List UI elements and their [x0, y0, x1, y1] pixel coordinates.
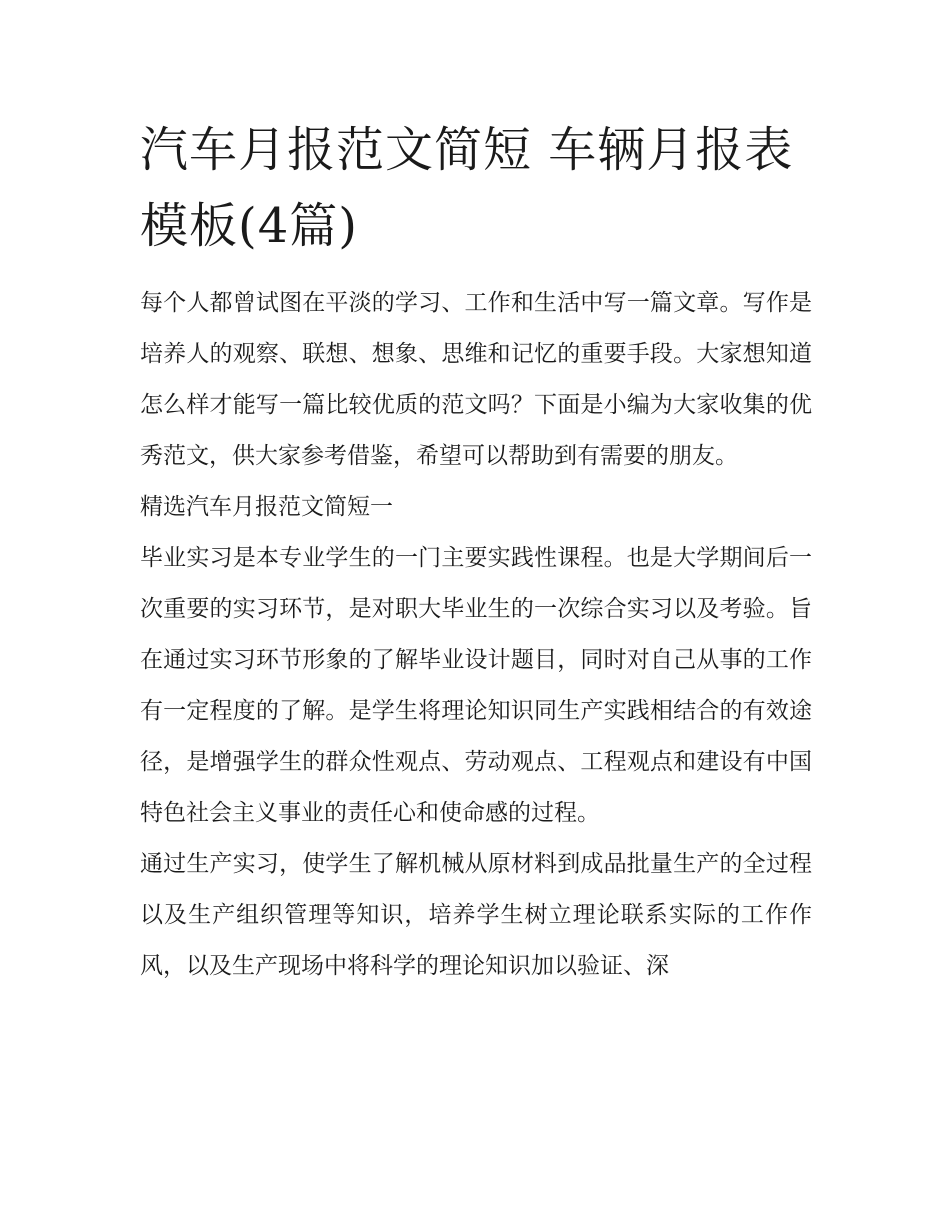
document-title: 汽车月报范文简短 车辆月报表模板(4篇) [140, 122, 794, 254]
section-heading: 精选汽车月报范文简短一 [140, 494, 393, 520]
intro-paragraph: 每个人都曾试图在平淡的学习、工作和生活中写一篇文章。写作是培养人的观察、联想、想象、思维和记忆的重要手段。大家想知道怎么样才能写一篇比较优质的范文吗？下面是小编为大家收集的优秀范文，供大家参考借鉴，希望可以帮助到有需要的朋友。 [140, 290, 812, 469]
body-paragraph: 通过生产实习，使学生了解机械从原材料到成品批量生产的全过程以及生产组织管理等知识，培养学生树立理论联系实际的工作作风，以及生产现场中将科学的理论知识加以验证、深 [140, 851, 812, 979]
document-page [140, 112, 812, 992]
body-paragraph: 毕业实习是本专业学生的一门主要实践性课程。也是大学期间后一次重要的实习环节，是对职大毕业生的一次综合实习以及考验。旨在通过实习环节形象的了解毕业设计题目，同时对自己从事的工作有一定程度的了解。是学生将理论知识同生产实践相结合的有效途径，是增强学生的群众性观点、劳动观点、工程观点和建设有中国特色社会主义事业的责任心和使命感的过程。 [140, 545, 812, 826]
